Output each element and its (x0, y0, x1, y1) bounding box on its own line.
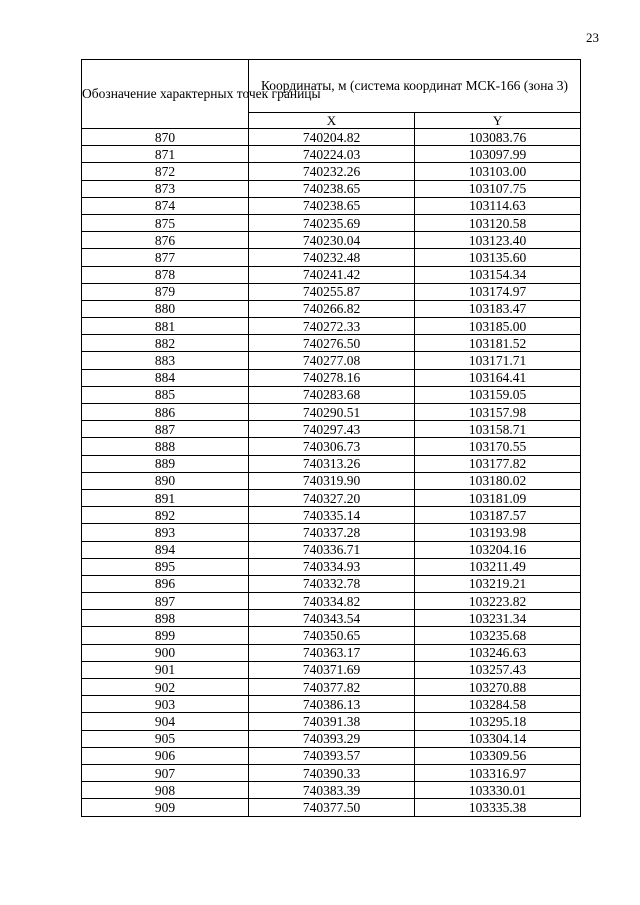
cell-y: 103304.14 (415, 730, 581, 747)
cell-x: 740327.20 (249, 489, 415, 506)
cell-x: 740238.65 (249, 180, 415, 197)
cell-x: 740290.51 (249, 404, 415, 421)
cell-x: 740232.48 (249, 249, 415, 266)
cell-point-number: 870 (82, 129, 249, 146)
cell-point-number: 871 (82, 146, 249, 163)
cell-x: 740276.50 (249, 335, 415, 352)
table-row (82, 266, 581, 283)
table-row (82, 438, 581, 455)
cell-y: 103219.21 (415, 575, 581, 592)
table-row (82, 146, 581, 163)
cell-y: 103158.71 (415, 421, 581, 438)
table-row (82, 747, 581, 764)
table-row (82, 369, 581, 386)
cell-point-number: 900 (82, 644, 249, 661)
cell-point-number: 898 (82, 610, 249, 627)
table-row (82, 232, 581, 249)
table-body (82, 129, 581, 817)
cell-point-number: 891 (82, 489, 249, 506)
cell-x: 740224.03 (249, 146, 415, 163)
table-row (82, 249, 581, 266)
cell-point-number: 880 (82, 300, 249, 317)
cell-y: 103295.18 (415, 713, 581, 730)
cell-x: 740390.33 (249, 764, 415, 781)
cell-y: 103177.82 (415, 455, 581, 472)
cell-x: 740363.17 (249, 644, 415, 661)
header-x: X (249, 113, 415, 129)
cell-x: 740238.65 (249, 197, 415, 214)
cell-x: 740336.71 (249, 541, 415, 558)
coordinates-table (81, 59, 581, 817)
table-row (82, 129, 581, 146)
table-row (82, 197, 581, 214)
cell-y: 103083.76 (415, 129, 581, 146)
cell-x: 740377.82 (249, 679, 415, 696)
cell-y: 103120.58 (415, 214, 581, 231)
cell-point-number: 896 (82, 575, 249, 592)
table-row (82, 352, 581, 369)
cell-y: 103183.47 (415, 300, 581, 317)
cell-point-number: 904 (82, 713, 249, 730)
page-number: 23 (586, 30, 599, 45)
cell-point-number: 887 (82, 421, 249, 438)
cell-y: 103174.97 (415, 283, 581, 300)
table-row (82, 524, 581, 541)
cell-point-number: 907 (82, 764, 249, 781)
table-row (82, 558, 581, 575)
cell-point-number: 897 (82, 593, 249, 610)
cell-point-number: 909 (82, 799, 249, 816)
cell-y: 103231.34 (415, 610, 581, 627)
header-point-designation: Обозначение характерных точек границы (82, 60, 249, 129)
table-row (82, 163, 581, 180)
table-row (82, 696, 581, 713)
cell-x: 740350.65 (249, 627, 415, 644)
table-row (82, 782, 581, 799)
table-row (82, 404, 581, 421)
cell-x: 740393.57 (249, 747, 415, 764)
cell-point-number: 889 (82, 455, 249, 472)
cell-point-number: 892 (82, 507, 249, 524)
cell-y: 103193.98 (415, 524, 581, 541)
table-row (82, 730, 581, 747)
cell-point-number: 881 (82, 318, 249, 335)
table-row (82, 644, 581, 661)
cell-x: 740230.04 (249, 232, 415, 249)
cell-x: 740332.78 (249, 575, 415, 592)
cell-x: 740241.42 (249, 266, 415, 283)
cell-point-number: 883 (82, 352, 249, 369)
cell-x: 740383.39 (249, 782, 415, 799)
cell-x: 740334.82 (249, 593, 415, 610)
cell-y: 103270.88 (415, 679, 581, 696)
cell-x: 740283.68 (249, 386, 415, 403)
cell-point-number: 901 (82, 661, 249, 678)
cell-point-number: 873 (82, 180, 249, 197)
cell-x: 740337.28 (249, 524, 415, 541)
cell-y: 103164.41 (415, 369, 581, 386)
cell-y: 103223.82 (415, 593, 581, 610)
cell-y: 103181.09 (415, 489, 581, 506)
cell-x: 740334.93 (249, 558, 415, 575)
cell-point-number: 877 (82, 249, 249, 266)
cell-x: 740377.50 (249, 799, 415, 816)
cell-x: 740313.26 (249, 455, 415, 472)
cell-point-number: 884 (82, 369, 249, 386)
table-row (82, 799, 581, 816)
table-row (82, 764, 581, 781)
cell-x: 740393.29 (249, 730, 415, 747)
cell-x: 740235.69 (249, 214, 415, 231)
cell-point-number: 874 (82, 197, 249, 214)
cell-y: 103114.63 (415, 197, 581, 214)
cell-x: 740371.69 (249, 661, 415, 678)
header-row-top (82, 60, 581, 113)
cell-y: 103335.38 (415, 799, 581, 816)
table-row (82, 455, 581, 472)
cell-point-number: 894 (82, 541, 249, 558)
cell-x: 740278.16 (249, 369, 415, 386)
table-row (82, 593, 581, 610)
table-row (82, 300, 581, 317)
cell-x: 740232.26 (249, 163, 415, 180)
cell-x: 740386.13 (249, 696, 415, 713)
cell-y: 103185.00 (415, 318, 581, 335)
cell-y: 103235.68 (415, 627, 581, 644)
cell-point-number: 888 (82, 438, 249, 455)
cell-x: 740297.43 (249, 421, 415, 438)
table-row (82, 335, 581, 352)
table-row (82, 318, 581, 335)
cell-y: 103159.05 (415, 386, 581, 403)
cell-y: 103284.58 (415, 696, 581, 713)
table-row (82, 679, 581, 696)
cell-point-number: 872 (82, 163, 249, 180)
cell-y: 103107.75 (415, 180, 581, 197)
table-row (82, 507, 581, 524)
cell-y: 103097.99 (415, 146, 581, 163)
cell-point-number: 903 (82, 696, 249, 713)
table-header (82, 60, 581, 129)
cell-point-number: 886 (82, 404, 249, 421)
table-row (82, 541, 581, 558)
cell-point-number: 895 (82, 558, 249, 575)
cell-point-number: 882 (82, 335, 249, 352)
table-row (82, 180, 581, 197)
cell-x: 740272.33 (249, 318, 415, 335)
table-row (82, 283, 581, 300)
cell-point-number: 893 (82, 524, 249, 541)
cell-x: 740204.82 (249, 129, 415, 146)
cell-y: 103246.63 (415, 644, 581, 661)
cell-y: 103316.97 (415, 764, 581, 781)
cell-y: 103180.02 (415, 472, 581, 489)
cell-point-number: 906 (82, 747, 249, 764)
cell-x: 740335.14 (249, 507, 415, 524)
cell-y: 103257.43 (415, 661, 581, 678)
cell-x: 740255.87 (249, 283, 415, 300)
table-row (82, 472, 581, 489)
table-row (82, 661, 581, 678)
cell-x: 740391.38 (249, 713, 415, 730)
cell-point-number: 905 (82, 730, 249, 747)
cell-y: 103309.56 (415, 747, 581, 764)
header-y: Y (415, 113, 581, 129)
cell-x: 740306.73 (249, 438, 415, 455)
cell-point-number: 879 (82, 283, 249, 300)
cell-y: 103330.01 (415, 782, 581, 799)
header-coordinates: Координаты, м (система координат МСК-166 (зона 3) (249, 60, 581, 113)
cell-point-number: 899 (82, 627, 249, 644)
cell-x: 740277.08 (249, 352, 415, 369)
cell-y: 103211.49 (415, 558, 581, 575)
cell-y: 103204.16 (415, 541, 581, 558)
cell-x: 740319.90 (249, 472, 415, 489)
cell-point-number: 875 (82, 214, 249, 231)
cell-y: 103135.60 (415, 249, 581, 266)
cell-y: 103187.57 (415, 507, 581, 524)
cell-y: 103170.55 (415, 438, 581, 455)
cell-point-number: 878 (82, 266, 249, 283)
table-row (82, 489, 581, 506)
cell-y: 103181.52 (415, 335, 581, 352)
table-row (82, 713, 581, 730)
cell-point-number: 902 (82, 679, 249, 696)
table-row (82, 421, 581, 438)
cell-point-number: 876 (82, 232, 249, 249)
cell-y: 103171.71 (415, 352, 581, 369)
table-row (82, 627, 581, 644)
cell-y: 103123.40 (415, 232, 581, 249)
table-row (82, 386, 581, 403)
table-row (82, 610, 581, 627)
table-row (82, 575, 581, 592)
cell-x: 740343.54 (249, 610, 415, 627)
cell-y: 103157.98 (415, 404, 581, 421)
cell-y: 103154.34 (415, 266, 581, 283)
cell-point-number: 890 (82, 472, 249, 489)
cell-y: 103103.00 (415, 163, 581, 180)
table-row (82, 214, 581, 231)
cell-x: 740266.82 (249, 300, 415, 317)
cell-point-number: 908 (82, 782, 249, 799)
cell-point-number: 885 (82, 386, 249, 403)
